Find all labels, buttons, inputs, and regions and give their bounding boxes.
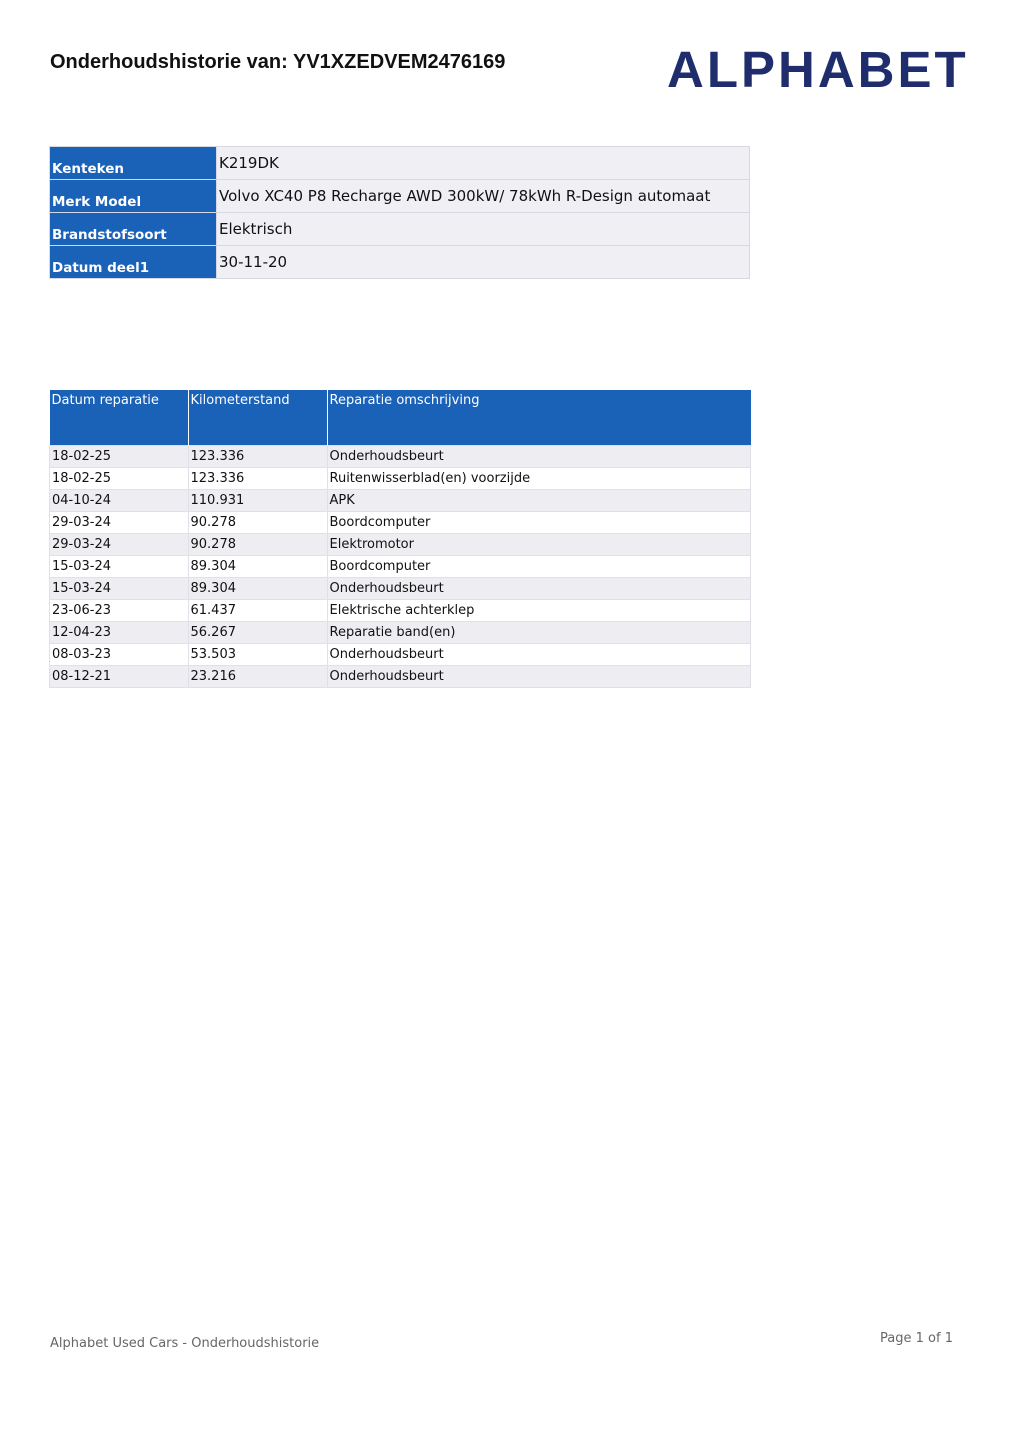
info-row-brandstofsoort (50, 213, 750, 246)
cell-omschrijving: Elektromotor (327, 534, 751, 556)
table-row (50, 512, 751, 534)
cell-datum: 29-03-24 (50, 534, 189, 556)
cell-kilometerstand: 123.336 (188, 446, 327, 468)
cell-kilometerstand: 61.437 (188, 600, 327, 622)
cell-kilometerstand: 53.503 (188, 644, 327, 666)
column-header-datum: Datum reparatie (50, 390, 189, 446)
table-row (50, 490, 751, 512)
vehicle-info-table (49, 146, 750, 279)
column-header-omschrijving: Reparatie omschrijving (327, 390, 751, 446)
table-body (50, 446, 751, 688)
cell-omschrijving: APK (327, 490, 751, 512)
cell-omschrijving: Onderhoudsbeurt (327, 644, 751, 666)
cell-kilometerstand: 89.304 (188, 578, 327, 600)
page-number: Page 1 of 1 (880, 1331, 953, 1346)
table-row (50, 446, 751, 468)
cell-datum: 08-03-23 (50, 644, 189, 666)
cell-datum: 29-03-24 (50, 512, 189, 534)
info-label: Kenteken (50, 147, 217, 180)
table-row (50, 600, 751, 622)
info-row-merk-model (50, 180, 750, 213)
info-row-datum-deel1 (50, 246, 750, 279)
table-row (50, 534, 751, 556)
info-value: K219DK (217, 147, 750, 180)
cell-kilometerstand: 123.336 (188, 468, 327, 490)
cell-datum: 15-03-24 (50, 578, 189, 600)
info-value: Elektrisch (217, 213, 750, 246)
table-row (50, 556, 751, 578)
cell-omschrijving: Reparatie band(en) (327, 622, 751, 644)
cell-omschrijving: Onderhoudsbeurt (327, 446, 751, 468)
cell-kilometerstand: 56.267 (188, 622, 327, 644)
cell-datum: 08-12-21 (50, 666, 189, 688)
table-row (50, 644, 751, 666)
info-value: 30-11-20 (217, 246, 750, 279)
cell-kilometerstand: 89.304 (188, 556, 327, 578)
footer-text: Alphabet Used Cars - Onderhoudshistorie (50, 1336, 320, 1351)
info-label: Datum deel1 (50, 246, 217, 279)
info-label: Brandstofsoort (50, 213, 217, 246)
cell-omschrijving: Onderhoudsbeurt (327, 578, 751, 600)
maintenance-history-table (49, 390, 751, 688)
column-header-kilometerstand: Kilometerstand (188, 390, 327, 446)
cell-kilometerstand: 90.278 (188, 512, 327, 534)
cell-datum: 15-03-24 (50, 556, 189, 578)
info-label: Merk Model (50, 180, 217, 213)
cell-kilometerstand: 110.931 (188, 490, 327, 512)
info-row-kenteken (50, 147, 750, 180)
cell-datum: 12-04-23 (50, 622, 189, 644)
cell-omschrijving: Ruitenwisserblad(en) voorzijde (327, 468, 751, 490)
cell-datum: 04-10-24 (50, 490, 189, 512)
alphabet-logo: ALPHABET (667, 41, 969, 98)
cell-omschrijving: Elektrische achterklep (327, 600, 751, 622)
cell-omschrijving: Boordcomputer (327, 512, 751, 534)
info-value: Volvo XC40 P8 Recharge AWD 300kW/ 78kWh R-Design automaat (217, 180, 750, 213)
cell-datum: 18-02-25 (50, 468, 189, 490)
table-row (50, 622, 751, 644)
cell-kilometerstand: 90.278 (188, 534, 327, 556)
page-title: Onderhoudshistorie van: YV1XZEDVEM2476169 (50, 51, 506, 73)
table-header-row (50, 390, 751, 446)
cell-datum: 23-06-23 (50, 600, 189, 622)
table-row (50, 468, 751, 490)
cell-omschrijving: Boordcomputer (327, 556, 751, 578)
cell-datum: 18-02-25 (50, 446, 189, 468)
table-row (50, 666, 751, 688)
cell-kilometerstand: 23.216 (188, 666, 327, 688)
table-row (50, 578, 751, 600)
cell-omschrijving: Onderhoudsbeurt (327, 666, 751, 688)
